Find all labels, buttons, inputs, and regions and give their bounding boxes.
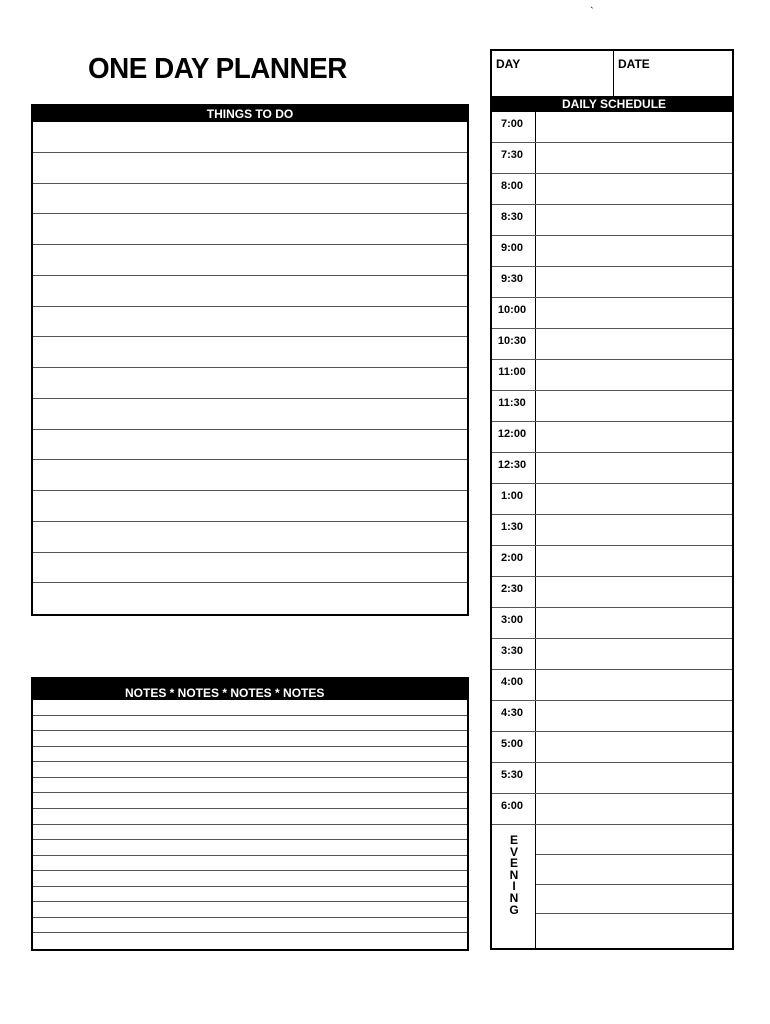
time-slot[interactable] xyxy=(492,391,732,422)
notes-line[interactable] xyxy=(33,902,467,918)
todo-line[interactable] xyxy=(33,276,467,307)
time-label: 10:30 xyxy=(497,335,527,347)
time-label: 7:00 xyxy=(500,118,524,130)
notes-header: NOTES * NOTES * NOTES * NOTES xyxy=(33,679,467,700)
time-slot[interactable] xyxy=(492,763,732,794)
time-label: 4:00 xyxy=(500,676,524,688)
time-slot[interactable] xyxy=(492,236,732,267)
todo-line[interactable] xyxy=(33,522,467,553)
daily-schedule-section xyxy=(490,49,734,950)
notes-line[interactable] xyxy=(33,793,467,809)
time-label-cell xyxy=(492,732,536,762)
time-label-cell xyxy=(492,174,536,204)
time-slot[interactable] xyxy=(492,422,732,453)
things-to-do-rows xyxy=(33,122,467,614)
time-label: 8:30 xyxy=(500,211,524,223)
time-slot[interactable] xyxy=(492,794,732,825)
notes-line[interactable] xyxy=(33,731,467,747)
time-label-cell xyxy=(492,484,536,514)
notes-line[interactable] xyxy=(33,933,467,948)
notes-line[interactable] xyxy=(33,840,467,856)
todo-line[interactable] xyxy=(33,214,467,245)
time-label-cell xyxy=(492,267,536,297)
evening-label: E V E N I N G xyxy=(509,833,519,917)
time-slot[interactable] xyxy=(492,360,732,391)
evening-label-cell xyxy=(492,825,536,948)
time-label: 1:30 xyxy=(500,521,524,533)
todo-line[interactable] xyxy=(33,337,467,368)
notes-line[interactable] xyxy=(33,825,467,841)
time-label: 6:00 xyxy=(500,800,524,812)
time-slot[interactable] xyxy=(492,515,732,546)
time-label-cell xyxy=(492,205,536,235)
time-slot[interactable] xyxy=(492,701,732,732)
time-label: 2:00 xyxy=(500,552,524,564)
time-label: 3:00 xyxy=(500,614,524,626)
time-label-cell xyxy=(492,298,536,328)
notes-line[interactable] xyxy=(33,887,467,903)
notes-line[interactable] xyxy=(33,856,467,872)
todo-line[interactable] xyxy=(33,307,467,338)
time-label-cell xyxy=(492,608,536,638)
time-label: 12:30 xyxy=(497,459,527,471)
todo-line[interactable] xyxy=(33,491,467,522)
time-slot[interactable] xyxy=(492,546,732,577)
time-label-cell xyxy=(492,329,536,359)
todo-line[interactable] xyxy=(33,430,467,461)
time-slot[interactable] xyxy=(492,112,732,143)
day-field[interactable] xyxy=(492,51,614,96)
time-label-cell xyxy=(492,422,536,452)
todo-line[interactable] xyxy=(33,153,467,184)
todo-line[interactable] xyxy=(33,122,467,153)
time-label: 9:30 xyxy=(500,273,524,285)
time-label: 7:30 xyxy=(500,149,524,161)
time-slot[interactable] xyxy=(492,298,732,329)
time-label-cell xyxy=(492,577,536,607)
daily-schedule-header: DAILY SCHEDULE xyxy=(492,97,732,112)
evening-line[interactable] xyxy=(536,914,732,943)
notes-line[interactable] xyxy=(33,747,467,763)
time-label-cell xyxy=(492,236,536,266)
day-date-header xyxy=(492,51,732,97)
notes-line[interactable] xyxy=(33,700,467,716)
time-slot[interactable] xyxy=(492,608,732,639)
time-label-cell xyxy=(492,546,536,576)
todo-line[interactable] xyxy=(33,245,467,276)
time-label-cell xyxy=(492,453,536,483)
time-slot[interactable] xyxy=(492,732,732,763)
evening-block xyxy=(492,825,732,948)
time-label: 1:00 xyxy=(500,490,524,502)
time-label-cell xyxy=(492,112,536,142)
evening-line[interactable] xyxy=(536,825,732,855)
time-slot[interactable] xyxy=(492,670,732,701)
time-label: 10:00 xyxy=(497,304,527,316)
time-slots xyxy=(492,112,732,948)
time-slot[interactable] xyxy=(492,453,732,484)
todo-line[interactable] xyxy=(33,368,467,399)
notes-line[interactable] xyxy=(33,871,467,887)
stray-mark: ` xyxy=(590,6,594,18)
time-slot[interactable] xyxy=(492,329,732,360)
time-slot[interactable] xyxy=(492,484,732,515)
todo-line[interactable] xyxy=(33,583,467,613)
things-to-do-section xyxy=(31,104,469,616)
date-label: DATE xyxy=(618,57,650,71)
page-title: ONE DAY PLANNER xyxy=(88,53,347,85)
time-label-cell xyxy=(492,391,536,421)
evening-line[interactable] xyxy=(536,885,732,915)
time-label: 2:30 xyxy=(500,583,524,595)
todo-line[interactable] xyxy=(33,399,467,430)
time-label: 8:00 xyxy=(500,180,524,192)
time-label: 4:30 xyxy=(500,707,524,719)
notes-line[interactable] xyxy=(33,918,467,934)
notes-section xyxy=(31,677,469,951)
todo-line[interactable] xyxy=(33,553,467,584)
time-slot[interactable] xyxy=(492,639,732,670)
evening-line[interactable] xyxy=(536,855,732,885)
notes-line[interactable] xyxy=(33,762,467,778)
time-label: 3:30 xyxy=(500,645,524,657)
time-slot[interactable] xyxy=(492,205,732,236)
time-label-cell xyxy=(492,701,536,731)
time-label-cell xyxy=(492,143,536,173)
todo-line[interactable] xyxy=(33,460,467,491)
todo-line[interactable] xyxy=(33,184,467,215)
time-slot[interactable] xyxy=(492,143,732,174)
notes-line[interactable] xyxy=(33,716,467,732)
things-to-do-header: THINGS TO DO xyxy=(33,106,467,122)
time-label-cell xyxy=(492,670,536,700)
time-label: 12:00 xyxy=(497,428,527,440)
notes-line[interactable] xyxy=(33,809,467,825)
date-field[interactable] xyxy=(614,51,732,96)
notes-line[interactable] xyxy=(33,778,467,794)
time-label-cell xyxy=(492,794,536,824)
time-label: 11:30 xyxy=(498,397,526,409)
time-label-cell xyxy=(492,639,536,669)
time-label-cell xyxy=(492,763,536,793)
time-label: 11:00 xyxy=(498,366,526,378)
notes-rows xyxy=(33,700,467,949)
time-slot[interactable] xyxy=(492,577,732,608)
time-label: 5:30 xyxy=(500,769,524,781)
time-label: 5:00 xyxy=(500,738,524,750)
time-label-cell xyxy=(492,360,536,390)
time-slot[interactable] xyxy=(492,174,732,205)
time-label: 9:00 xyxy=(500,242,524,254)
day-label: DAY xyxy=(496,57,521,71)
time-slot[interactable] xyxy=(492,267,732,298)
time-label-cell xyxy=(492,515,536,545)
